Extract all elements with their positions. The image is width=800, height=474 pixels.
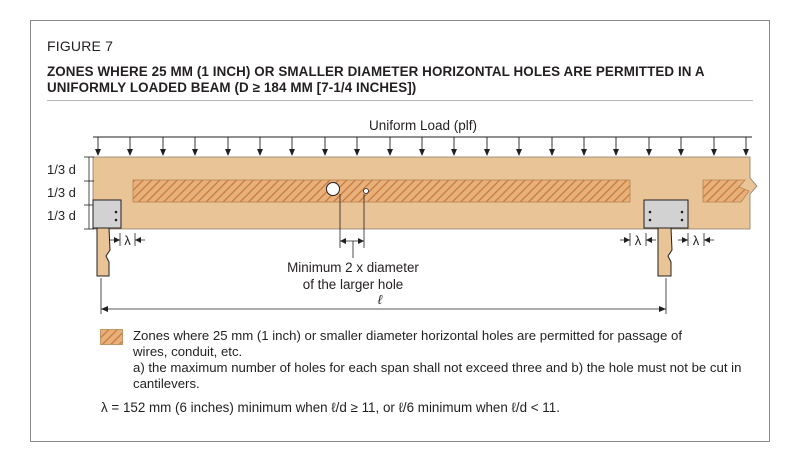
load-arrowhead [322, 149, 328, 156]
top-third-label: 1/3 d [47, 162, 76, 177]
left-support [93, 200, 121, 276]
load-arrowhead [451, 149, 457, 156]
cantilever-hatch-zone [703, 180, 749, 202]
load-arrowhead [613, 149, 619, 156]
load-arrowhead [646, 149, 652, 156]
larger-hole [327, 183, 340, 196]
legend-zone-line2: wires, conduit, etc. [133, 344, 243, 359]
smaller-hole [364, 189, 369, 194]
bottom-third-label: 1/3 d [47, 208, 76, 223]
load-arrowhead [387, 149, 393, 156]
load-arrowhead [419, 149, 425, 156]
load-arrowhead [549, 149, 555, 156]
load-arrowhead [743, 149, 749, 156]
lambda-rule-note: λ = 152 mm (6 inches) minimum when ℓ/d ≥ 11, or ℓ/6 minimum when ℓ/d < 11. [101, 400, 560, 415]
load-arrowhead [95, 149, 101, 156]
lambda-label-right-outer: λ [692, 233, 700, 248]
hole-spacing-label-line1: Minimum 2 x diameter [287, 260, 419, 275]
uniform-load-label: Uniform Load (plf) [368, 118, 478, 133]
load-arrowhead [484, 149, 490, 156]
middle-third-label: 1/3 d [47, 185, 76, 200]
load-arrowhead [678, 149, 684, 156]
load-arrowhead [127, 149, 133, 156]
lambda-label-left: λ [124, 233, 131, 248]
load-arrowhead [516, 149, 522, 156]
legend-hatch-swatch [100, 329, 123, 345]
span-label: ℓ [377, 292, 383, 307]
legend-text [133, 328, 743, 392]
load-arrowhead [225, 149, 231, 156]
figure-title: ZONES WHERE 25 MM (1 INCH) OR SMALLER DIAMETER HORIZONTAL HOLES ARE PERMITTED IN A UNIFORMLY LOADED BEAM (D ≥ 184 MM [7-1/4 INCHES]) [47, 64, 705, 95]
figure-label: FIGURE 7 [47, 38, 114, 54]
load-arrowhead [581, 149, 587, 156]
load-arrowhead [289, 149, 295, 156]
load-arrowhead [160, 149, 166, 156]
legend-zone-line1: Zones where 25 mm (1 inch) or smaller diameter horizontal holes are permitted for passage of [133, 328, 682, 343]
load-arrows [95, 137, 749, 156]
load-arrowhead [257, 149, 263, 156]
permitted-hole-zone [133, 180, 630, 202]
lambda-label-right-inner: λ [634, 233, 642, 248]
legend-conditions: a) the maximum number of holes for each span shall not exceed three and b) the hole must not be cut in cantilevers. [133, 360, 742, 391]
load-arrowhead [192, 149, 198, 156]
hole-spacing-label-line2: of the larger hole [302, 277, 404, 292]
load-arrowhead [354, 149, 360, 156]
load-arrowhead [711, 149, 717, 156]
